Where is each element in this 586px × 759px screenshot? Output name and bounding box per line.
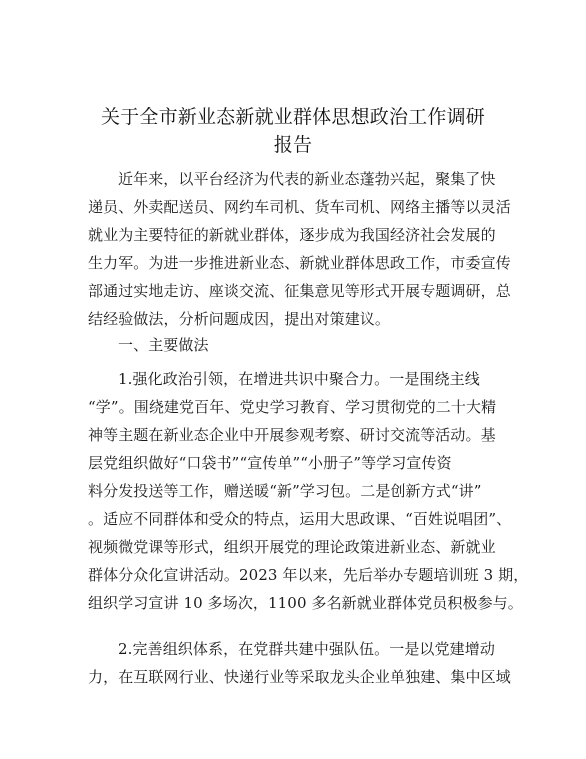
paragraph-2-line-7: 视频微党课等形式，组织开展党的理论政策进新业态、新就业: [88, 538, 496, 556]
paragraph-3-line-1: 2.完善组织体系，在党群共建中强队伍。一是以党建增动: [118, 640, 495, 658]
document-title-line-2: 报告: [273, 134, 313, 156]
paragraph-1-line-3: 就业为主要特征的新就业群体，逐步成为我国经济社会发展的: [88, 226, 496, 244]
paragraph-3-line-2: 力，在互联网行业、快递行业等采取龙头企业单独建、集中区域: [88, 668, 511, 686]
paragraph-1-line-4: 生力军。为进一步推进新业态、新就业群体思政工作，市委宣传: [88, 254, 511, 272]
paragraph-1-line-1: 近年来，以平台经济为代表的新业态蓬勃兴起，聚集了快: [118, 170, 496, 188]
paragraph-2-line-9: 组织学习宣讲 10 多场次，1100 多名新就业群体党员积极参与。: [88, 594, 523, 612]
paragraph-2-line-2: “学”。围绕建党百年、党史学习教育、学习贯彻党的二十大精: [88, 398, 497, 416]
paragraph-2-line-8: 群体分众化宣讲活动。2023 年以来，先后举办专题培训班 3 期，: [88, 566, 529, 584]
section-heading: 一、主要做法: [118, 336, 209, 354]
paragraph-1-line-6: 结经验做法，分析问题成因，提出对策建议。: [88, 310, 391, 328]
paragraph-2-line-6: 。适应不同群体和受众的特点，运用大思政课、“百姓说唱团”、: [88, 510, 512, 528]
paragraph-2-line-3: 神等主题在新业态企业中开展参观考察、研讨交流等活动。基: [88, 426, 496, 444]
paragraph-1-line-5: 部通过实地走访、座谈交流、征集意见等形式开展专题调研，总: [88, 282, 511, 300]
document-title-line-1: 关于全市新业态新就业群体思想政治工作调研: [100, 106, 485, 128]
paragraph-2-line-5: 料分发投送等工作，赠送暖“新”学习包。二是创新方式“讲”: [88, 482, 482, 500]
paragraph-1-line-2: 递员、外卖配送员、网约车司机、货车司机、网络主播等以灵活: [88, 198, 511, 216]
paragraph-2-line-1: 1.强化政治引领，在增进共识中聚合力。一是围绕主线: [118, 370, 480, 388]
paragraph-2-line-4: 层党组织做好“口袋书”“宣传单”“小册子”等学习宣传资: [88, 454, 452, 472]
